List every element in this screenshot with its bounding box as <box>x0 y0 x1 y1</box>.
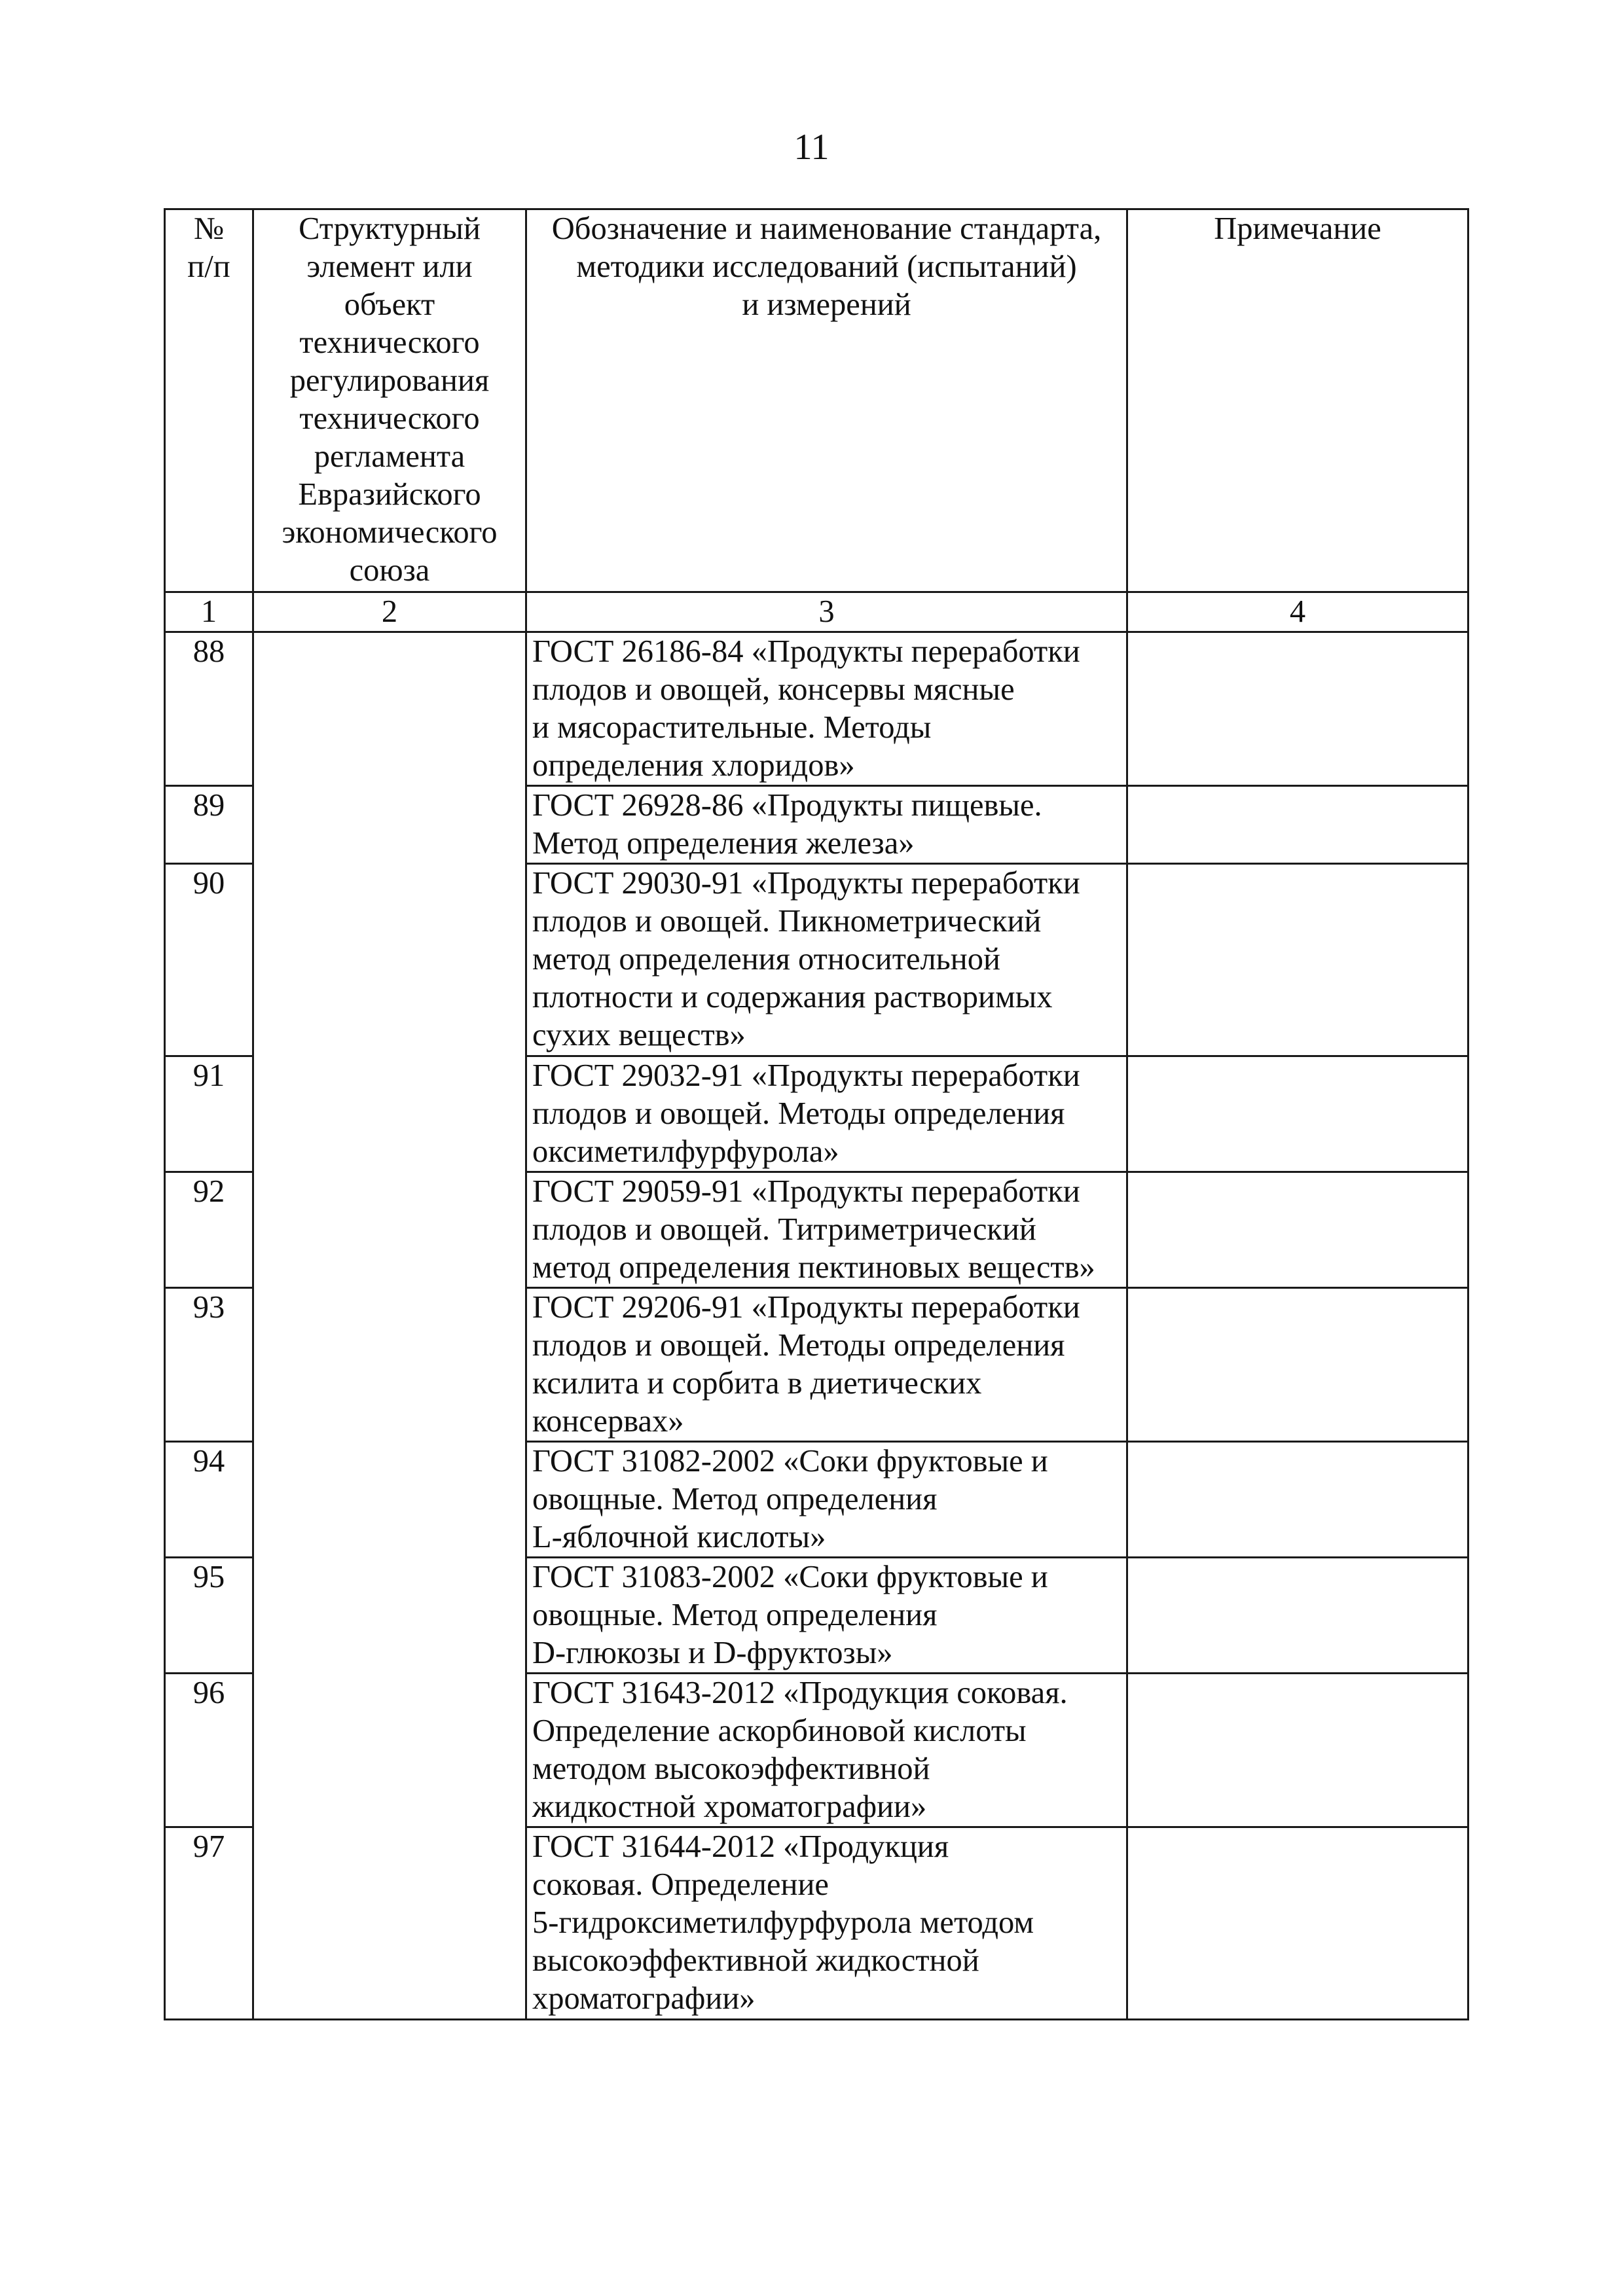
row-number: 88 <box>165 632 253 786</box>
note-cell <box>1127 1442 1468 1558</box>
row-number: 91 <box>165 1056 253 1172</box>
standard-cell: ГОСТ 31644-2012 «Продукция соковая. Определение 5-гидроксиметилфурфурола методом высокоэффективной жидкостной хроматографии» <box>526 1827 1127 2020</box>
page-number: 11 <box>793 127 830 168</box>
column-number: 4 <box>1127 592 1468 632</box>
standard-cell: ГОСТ 29059-91 «Продукты переработки плодов и овощей. Титриметрический метод определения пектиновых веществ» <box>526 1172 1127 1288</box>
row-number: 90 <box>165 864 253 1056</box>
note-cell <box>1127 1558 1468 1674</box>
table-header-row <box>165 209 1468 592</box>
column-number: 1 <box>165 592 253 632</box>
note-cell <box>1127 786 1468 864</box>
column-number: 2 <box>253 592 526 632</box>
standards-table <box>164 208 1469 2020</box>
header-standard: Обозначение и наименование стандарта, методики исследований (испытаний) и измерений <box>526 209 1127 592</box>
row-number: 93 <box>165 1288 253 1442</box>
note-cell <box>1127 1172 1468 1288</box>
row-number: 96 <box>165 1674 253 1827</box>
note-cell <box>1127 1674 1468 1827</box>
row-number: 89 <box>165 786 253 864</box>
note-cell <box>1127 632 1468 786</box>
row-number: 94 <box>165 1442 253 1558</box>
row-number: 97 <box>165 1827 253 2020</box>
standard-cell: ГОСТ 26186-84 «Продукты переработки плодов и овощей, консервы мясные и мясорастительные. Методы определения хлоридов» <box>526 632 1127 786</box>
table-row <box>165 632 1468 786</box>
row-number: 92 <box>165 1172 253 1288</box>
standard-cell: ГОСТ 31643-2012 «Продукция соковая. Определение аскорбиновой кислоты методом высокоэффективной жидкостной хроматографии» <box>526 1674 1127 1827</box>
column-number: 3 <box>526 592 1127 632</box>
note-cell <box>1127 864 1468 1056</box>
standard-cell: ГОСТ 29032-91 «Продукты переработки плодов и овощей. Методы определения оксиметилфурфурола» <box>526 1056 1127 1172</box>
header-element: Структурный элемент или объект технического регулирования технического регламента Евразийского экономического союза <box>253 209 526 592</box>
header-note: Примечание <box>1127 209 1468 592</box>
standard-cell: ГОСТ 26928-86 «Продукты пищевые. Метод определения железа» <box>526 786 1127 864</box>
note-cell <box>1127 1827 1468 2020</box>
standard-cell: ГОСТ 29030-91 «Продукты переработки плодов и овощей. Пикнометрический метод определения относительной плотности и содержания растворимых сухих веществ» <box>526 864 1127 1056</box>
column-number-row <box>165 592 1468 632</box>
structural-element-cell <box>253 632 526 2020</box>
standard-cell: ГОСТ 29206-91 «Продукты переработки плодов и овощей. Методы определения ксилита и сорбита в диетических консервах» <box>526 1288 1127 1442</box>
header-num: № п/п <box>165 209 253 592</box>
standard-cell: ГОСТ 31083-2002 «Соки фруктовые и овощные. Метод определения D-глюкозы и D-фруктозы» <box>526 1558 1127 1674</box>
row-number: 95 <box>165 1558 253 1674</box>
note-cell <box>1127 1056 1468 1172</box>
note-cell <box>1127 1288 1468 1442</box>
standard-cell: ГОСТ 31082-2002 «Соки фруктовые и овощные. Метод определения L-яблочной кислоты» <box>526 1442 1127 1558</box>
